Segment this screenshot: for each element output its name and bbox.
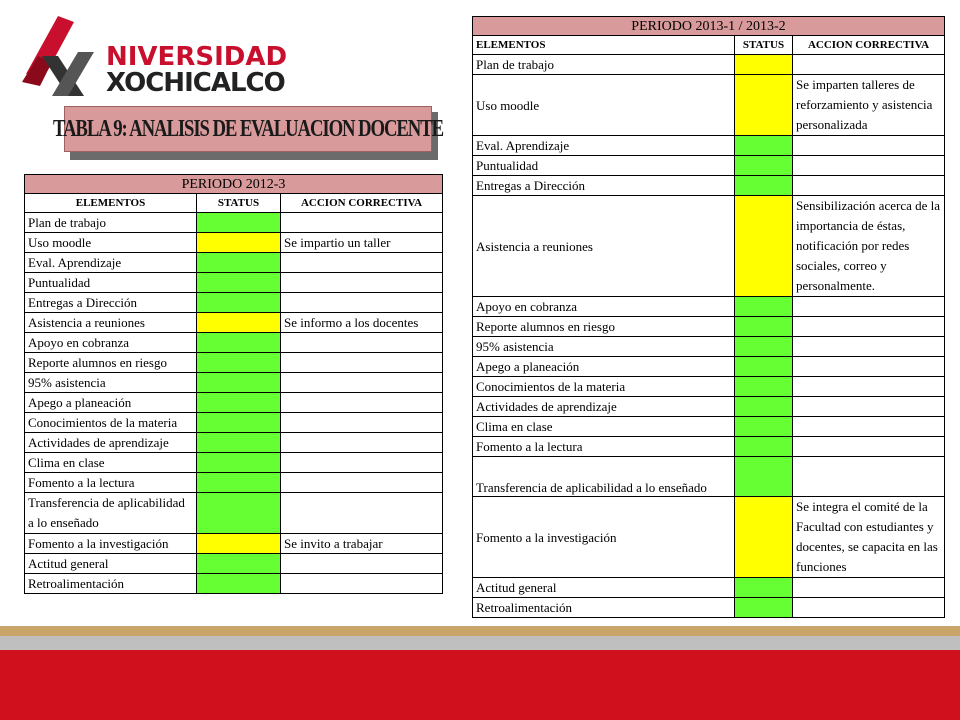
action-cell: Se impartio un taller [281, 233, 443, 253]
status-cell [735, 75, 793, 136]
status-cell [735, 297, 793, 317]
action-cell [793, 156, 945, 176]
element-cell: Conocimientos de la materia [25, 413, 197, 433]
table-row [473, 357, 945, 377]
status-cell [197, 413, 281, 433]
status-cell [197, 433, 281, 453]
header-row [25, 194, 443, 213]
action-cell [793, 457, 945, 497]
element-cell: Transferencia de aplicabilidad a lo enseñado [473, 457, 735, 497]
table-row [25, 554, 443, 574]
element-cell: Puntualidad [473, 156, 735, 176]
element-cell: Apego a planeación [473, 357, 735, 377]
element-cell: Actividades de aprendizaje [473, 397, 735, 417]
action-cell: Se informo a los docentes [281, 313, 443, 333]
status-cell [197, 393, 281, 413]
logo-text-line1: NIVERSIDAD [106, 42, 288, 72]
status-cell [197, 293, 281, 313]
footer-red-bar [0, 650, 960, 720]
status-cell [735, 55, 793, 75]
action-cell: Se integra el comité de la Facultad con estudiantes y docentes, se capacita en las funciones [793, 497, 945, 578]
action-cell [793, 598, 945, 618]
element-cell: Puntualidad [25, 273, 197, 293]
table-row [473, 55, 945, 75]
action-cell [281, 433, 443, 453]
table-row [25, 534, 443, 554]
element-cell: Clima en clase [25, 453, 197, 473]
table-row [25, 493, 443, 534]
element-cell: Fomento a la lectura [25, 473, 197, 493]
column-header: ACCION CORRECTIVA [793, 36, 945, 55]
action-cell: Se imparten talleres de reforzamiento y asistencia personalizada [793, 75, 945, 136]
action-cell [793, 136, 945, 156]
status-cell [735, 196, 793, 297]
element-cell: Conocimientos de la materia [473, 377, 735, 397]
action-cell [793, 437, 945, 457]
element-cell: Actitud general [25, 554, 197, 574]
table-row [25, 273, 443, 293]
table-row [25, 574, 443, 594]
status-cell [197, 233, 281, 253]
action-cell [793, 176, 945, 196]
element-cell: Retroalimentación [25, 574, 197, 594]
status-cell [735, 357, 793, 377]
element-cell: Plan de trabajo [25, 213, 197, 233]
element-cell: Apoyo en cobranza [473, 297, 735, 317]
action-cell [281, 554, 443, 574]
table-row [25, 413, 443, 433]
table-row [25, 393, 443, 413]
element-cell: Clima en clase [473, 417, 735, 437]
status-cell [735, 457, 793, 497]
action-cell: Sensibilización acerca de la importancia de éstas, notificación por redes sociales, correo y personalmente. [793, 196, 945, 297]
table-row [25, 353, 443, 373]
action-cell [281, 253, 443, 273]
table-row [473, 337, 945, 357]
element-cell: Uso moodle [25, 233, 197, 253]
period-label: PERIODO 2012-3 [25, 175, 443, 194]
logo-emblem-icon [18, 12, 108, 102]
element-cell: Apego a planeación [25, 393, 197, 413]
element-cell: Uso moodle [473, 75, 735, 136]
evaluation-table-2012-3 [24, 174, 443, 594]
status-cell [197, 353, 281, 373]
element-cell: Actividades de aprendizaje [25, 433, 197, 453]
status-cell [735, 598, 793, 618]
table-row [25, 253, 443, 273]
status-cell [735, 176, 793, 196]
action-cell [281, 393, 443, 413]
table-row [473, 317, 945, 337]
status-cell [197, 213, 281, 233]
element-cell: 95% asistencia [473, 337, 735, 357]
column-header: ELEMENTOS [473, 36, 735, 55]
table-row [25, 373, 443, 393]
status-cell [735, 497, 793, 578]
status-cell [735, 337, 793, 357]
table-row [25, 333, 443, 353]
element-cell: Fomento a la investigación [25, 534, 197, 554]
action-cell [793, 55, 945, 75]
element-cell: Retroalimentación [473, 598, 735, 618]
action-cell [281, 333, 443, 353]
table-row [473, 297, 945, 317]
status-cell [735, 417, 793, 437]
element-cell: Fomento a la investigación [473, 497, 735, 578]
element-cell: Transferencia de aplicabilidad a lo enseñado [25, 493, 197, 534]
status-cell [197, 373, 281, 393]
status-cell [735, 437, 793, 457]
status-cell [197, 534, 281, 554]
table-row [25, 433, 443, 453]
table-row [473, 377, 945, 397]
element-cell: Asistencia a reuniones [473, 196, 735, 297]
status-cell [197, 473, 281, 493]
action-cell [793, 357, 945, 377]
action-cell [281, 353, 443, 373]
status-cell [197, 253, 281, 273]
action-cell [793, 578, 945, 598]
status-cell [197, 273, 281, 293]
action-cell [281, 413, 443, 433]
column-header: ACCION CORRECTIVA [281, 194, 443, 213]
element-cell: 95% asistencia [25, 373, 197, 393]
table-row [473, 75, 945, 136]
element-cell: Entregas a Dirección [25, 293, 197, 313]
action-cell [793, 317, 945, 337]
table-row [473, 196, 945, 297]
action-cell [793, 377, 945, 397]
table-row [25, 233, 443, 253]
status-cell [197, 453, 281, 473]
period-row [25, 175, 443, 194]
status-cell [735, 397, 793, 417]
table-row [25, 473, 443, 493]
page-title: TABLA 9: ANALISIS DE EVALUACION DOCENTE [53, 115, 444, 142]
table-row [25, 293, 443, 313]
action-cell [281, 453, 443, 473]
column-header: STATUS [735, 36, 793, 55]
element-cell: Entregas a Dirección [473, 176, 735, 196]
status-cell [735, 156, 793, 176]
table-row [25, 453, 443, 473]
action-cell [281, 373, 443, 393]
table-row [473, 578, 945, 598]
action-cell [281, 473, 443, 493]
column-header: STATUS [197, 194, 281, 213]
status-cell [735, 136, 793, 156]
table-row [473, 136, 945, 156]
action-cell [793, 297, 945, 317]
header-row [473, 36, 945, 55]
footer-gray-stripe [0, 636, 960, 650]
table-row [25, 313, 443, 333]
title-banner [53, 106, 444, 152]
action-cell [281, 574, 443, 594]
table-row [473, 417, 945, 437]
status-cell [197, 554, 281, 574]
action-cell [281, 213, 443, 233]
period-row [473, 17, 945, 36]
table-row [473, 397, 945, 417]
status-cell [197, 493, 281, 534]
action-cell [281, 273, 443, 293]
element-cell: Eval. Aprendizaje [25, 253, 197, 273]
action-cell [281, 293, 443, 313]
status-cell [735, 377, 793, 397]
footer-tan-stripe [0, 626, 960, 636]
university-logo [18, 12, 288, 102]
element-cell: Actitud general [473, 578, 735, 598]
action-cell [793, 337, 945, 357]
element-cell: Reporte alumnos en riesgo [473, 317, 735, 337]
element-cell: Apoyo en cobranza [25, 333, 197, 353]
period-label: PERIODO 2013-1 / 2013-2 [473, 17, 945, 36]
element-cell: Fomento a la lectura [473, 437, 735, 457]
action-cell [281, 493, 443, 534]
element-cell: Asistencia a reuniones [25, 313, 197, 333]
status-cell [735, 317, 793, 337]
status-cell [197, 333, 281, 353]
element-cell: Eval. Aprendizaje [473, 136, 735, 156]
status-cell [197, 574, 281, 594]
table-row [473, 156, 945, 176]
table-row [473, 598, 945, 618]
action-cell: Se invito a trabajar [281, 534, 443, 554]
action-cell [793, 417, 945, 437]
status-cell [197, 313, 281, 333]
table-row [473, 497, 945, 578]
element-cell: Plan de trabajo [473, 55, 735, 75]
element-cell: Reporte alumnos en riesgo [25, 353, 197, 373]
status-cell [735, 578, 793, 598]
table-row [25, 213, 443, 233]
action-cell [793, 397, 945, 417]
column-header: ELEMENTOS [25, 194, 197, 213]
evaluation-table-2013 [472, 16, 945, 618]
table-row [473, 457, 945, 497]
table-row [473, 437, 945, 457]
table-row [473, 176, 945, 196]
logo-text-line2: XOCHICALCO [106, 68, 285, 98]
